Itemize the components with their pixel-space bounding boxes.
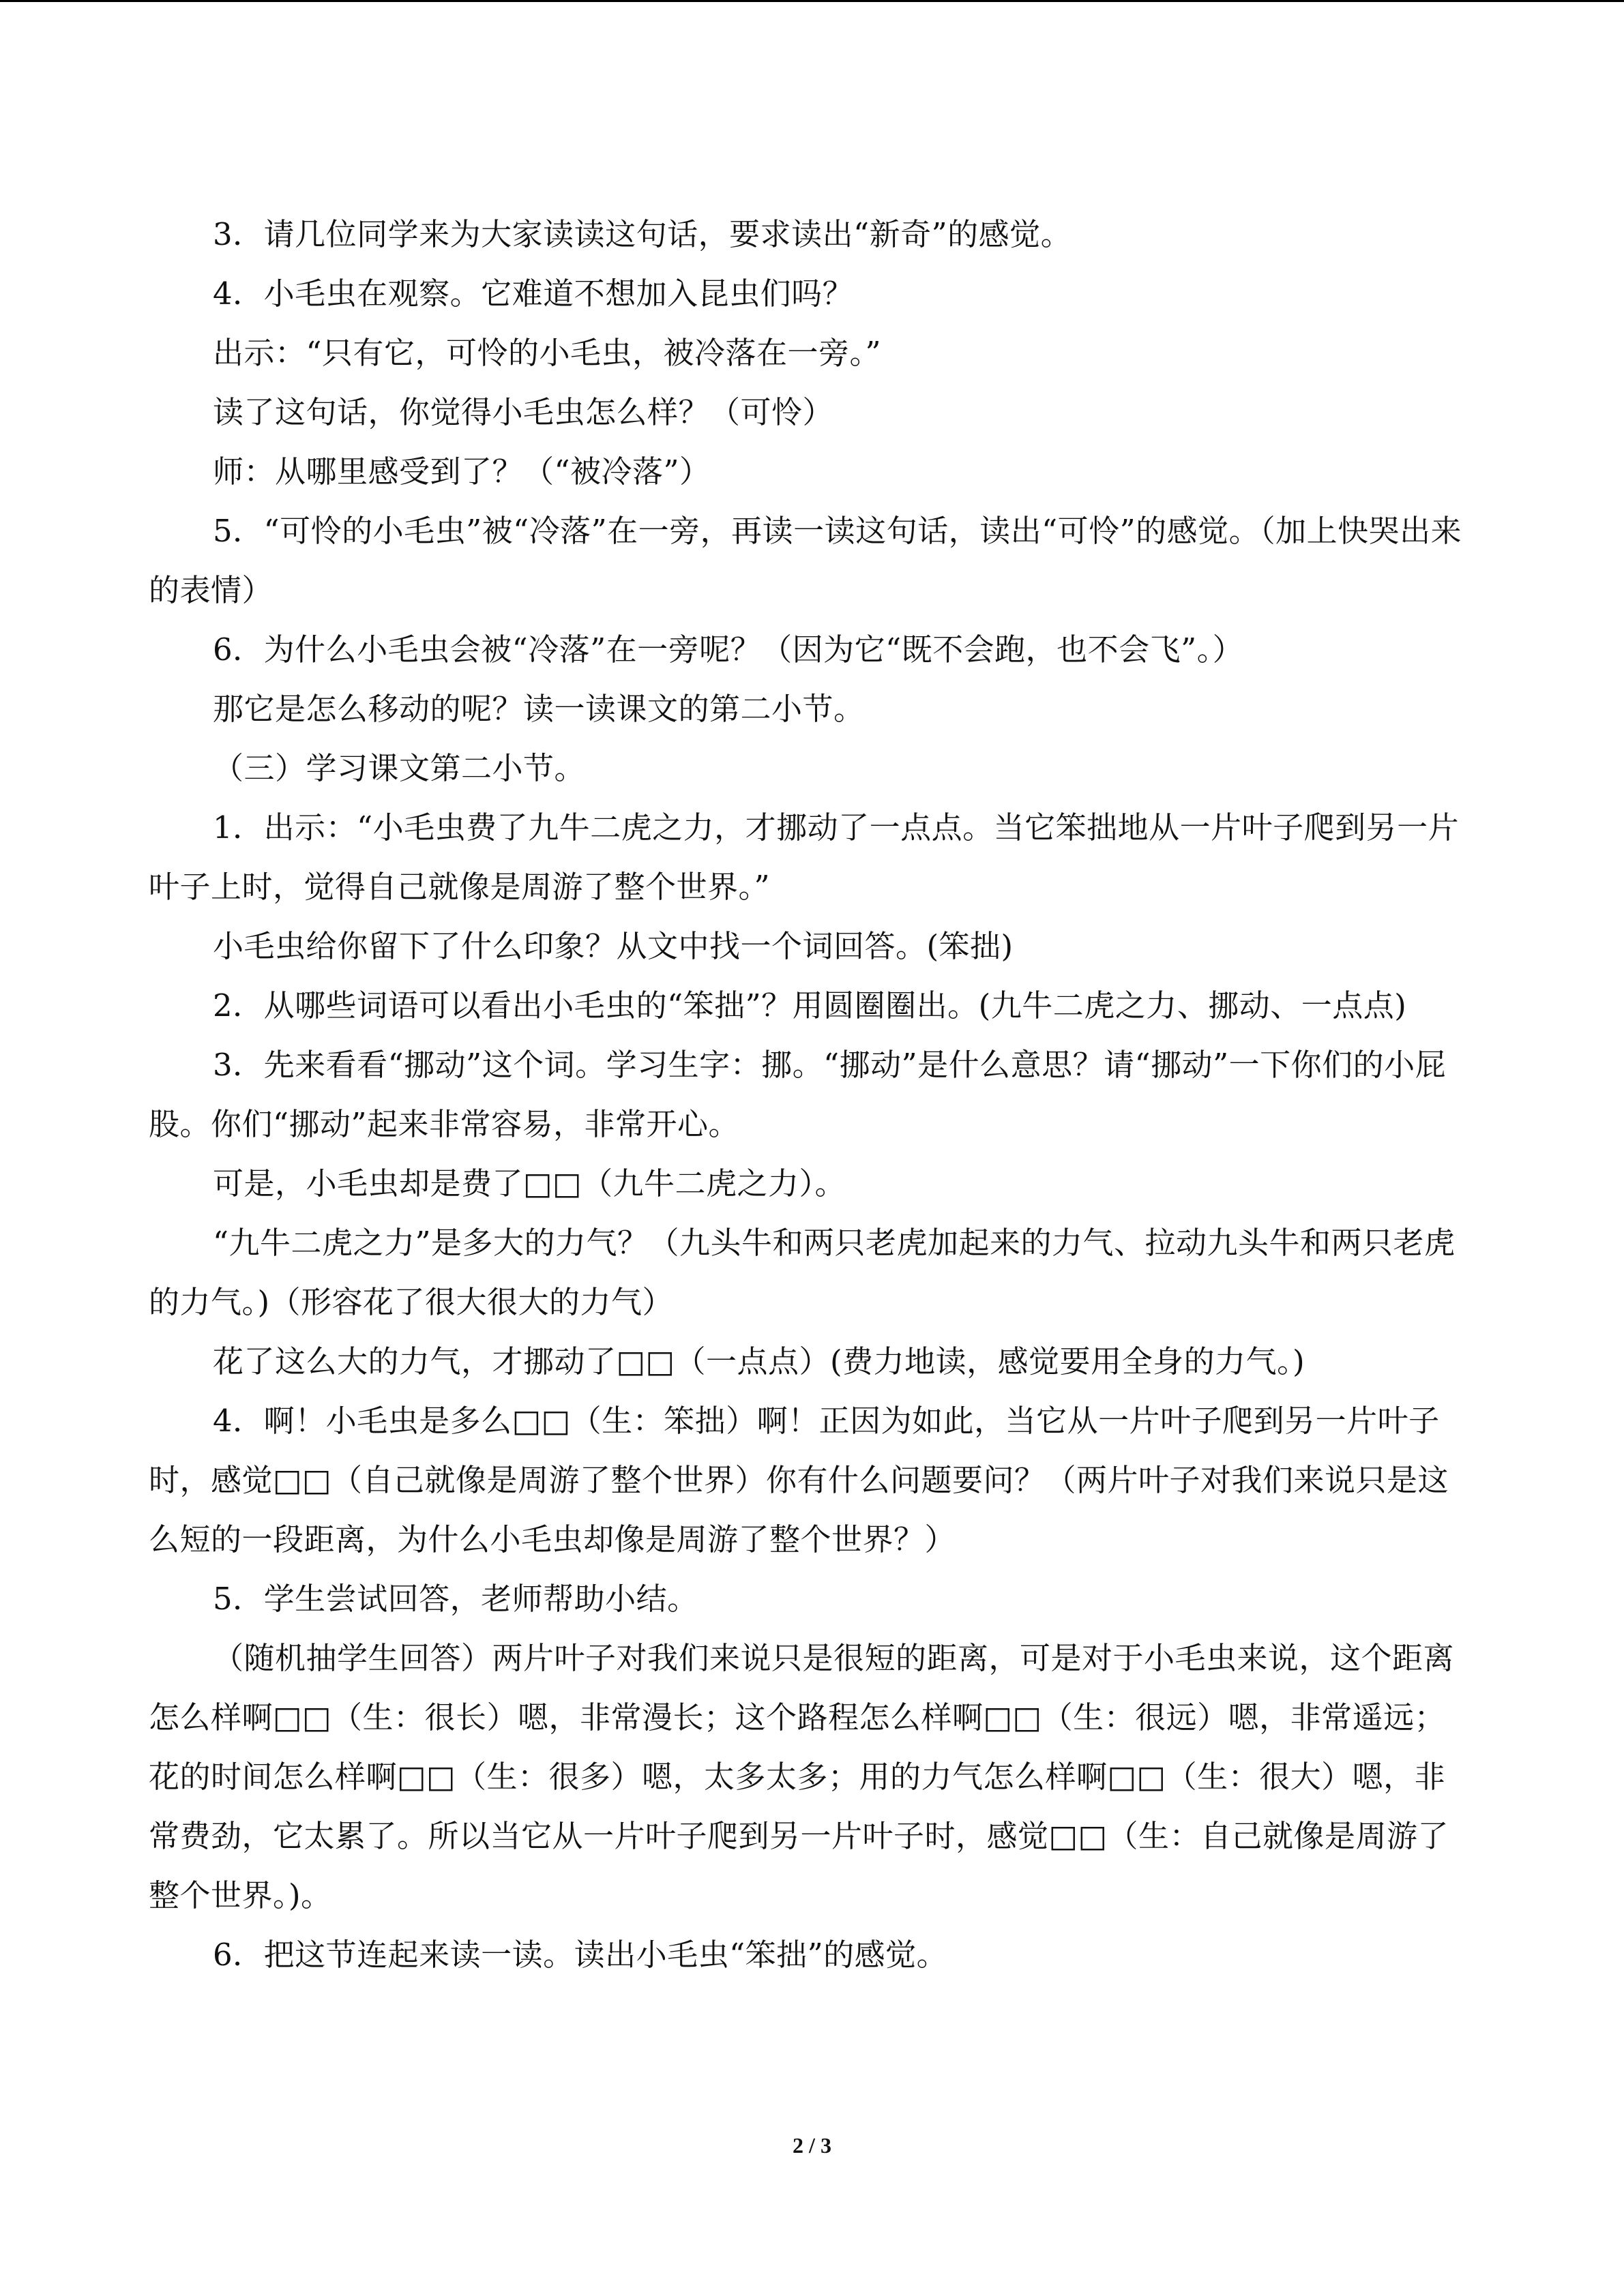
paragraph-16: 4．啊！小毛虫是多么□□（生：笨拙）啊！正因为如此，当它从一片叶子爬到另一片叶子时，感觉□□（自己就像是周游了整个世界）你有什么问题要问？（两片叶子对我们来说只是这么短的一段距离，为什么小毛虫却像是周游了整个世界？） xyxy=(149,1403,1449,1557)
paragraph-8: 那它是怎么移动的呢？读一读课文的第二小节。 xyxy=(213,691,865,727)
paragraph-7: 6．为什么小毛虫会被“冷落”在一旁呢？（因为它“既不会跑，也不会飞”。） xyxy=(213,631,1244,668)
paragraph-19: 6．把这节连起来读一读。读出小毛虫“笨拙”的感觉。 xyxy=(213,1937,948,1973)
paragraph-11: 2．从哪些词语可以看出小毛虫的“笨拙”？用圆圈圈出。(九牛二虎之力、挪动、一点点) xyxy=(213,987,1407,1024)
paragraph-9: 1．出示：“小毛虫费了九牛二虎之力，才挪动了一点点。当它笨拙地从一片叶子爬到另一片叶子上时，觉得自己就像是周游了整个世界。” xyxy=(149,809,1460,905)
paragraph-6: 5．“可怜的小毛虫”被“冷落”在一旁，再读一读这句话，读出“可怜”的感觉。（加上快哭出来的表情） xyxy=(149,513,1462,608)
paragraph-14: “九牛二虎之力”是多大的力气？（九头牛和两只老虎加起来的力气、拉动九头牛和两只老虎的力气。)（形容花了很大很大的力气） xyxy=(149,1225,1456,1320)
paragraph-2: 4．小毛虫在观察。它难道不想加入昆虫们吗？ xyxy=(213,275,854,312)
paragraph-18: （随机抽学生回答）两片叶子对我们来说只是很短的距离，可是对于小毛虫来说，这个距离怎么样啊□□（生：很长）嗯，非常漫长；这个路程怎么样啊□□（生：很远）嗯，非常遥远；花的时间怎么样啊□□（生：很多）嗯，太多太多；用的力气怎么样啊□□（生：很大）嗯，非常费劲，它太累了。所以当它从一片叶子爬到另一片叶子时，感觉□□（生：自己就像是周游了整个世界。)。 xyxy=(149,1640,1455,1913)
paragraph-1: 3．请几位同学来为大家读读这句话，要求读出“新奇”的感觉。 xyxy=(213,216,1072,252)
top-border-line xyxy=(0,0,1624,2)
page-number: 2 / 3 xyxy=(793,2133,831,2158)
paragraph-17: 5．学生尝试回答，老师帮助小结。 xyxy=(213,1581,698,1617)
paragraph-10: 小毛虫给你留下了什么印象？从文中找一个词回答。(笨拙) xyxy=(213,928,1014,964)
paragraph-13: 可是，小毛虫却是费了□□（九牛二虎之力）。 xyxy=(213,1165,846,1202)
paragraph-12: 3．先来看看“挪动”这个词。学习生字：挪。“挪动”是什么意思？请“挪动”一下你们的小屁股。你们“挪动”起来非常容易，非常开心。 xyxy=(149,1047,1447,1142)
paragraph-15: 花了这么大的力气，才挪动了□□（一点点）(费力地读，感觉要用全身的力气。) xyxy=(213,1343,1305,1380)
paragraph-4: 读了这句话，你觉得小毛虫怎么样？（可怜） xyxy=(213,394,834,430)
section-heading-3: （三）学习课文第二小节。 xyxy=(213,750,586,786)
paragraph-5: 师：从哪里感受到了？（“被冷落”） xyxy=(213,453,711,490)
document-body xyxy=(149,205,1475,1984)
paragraph-3: 出示：“只有它，可怜的小毛虫，被冷落在一旁。” xyxy=(213,335,882,371)
